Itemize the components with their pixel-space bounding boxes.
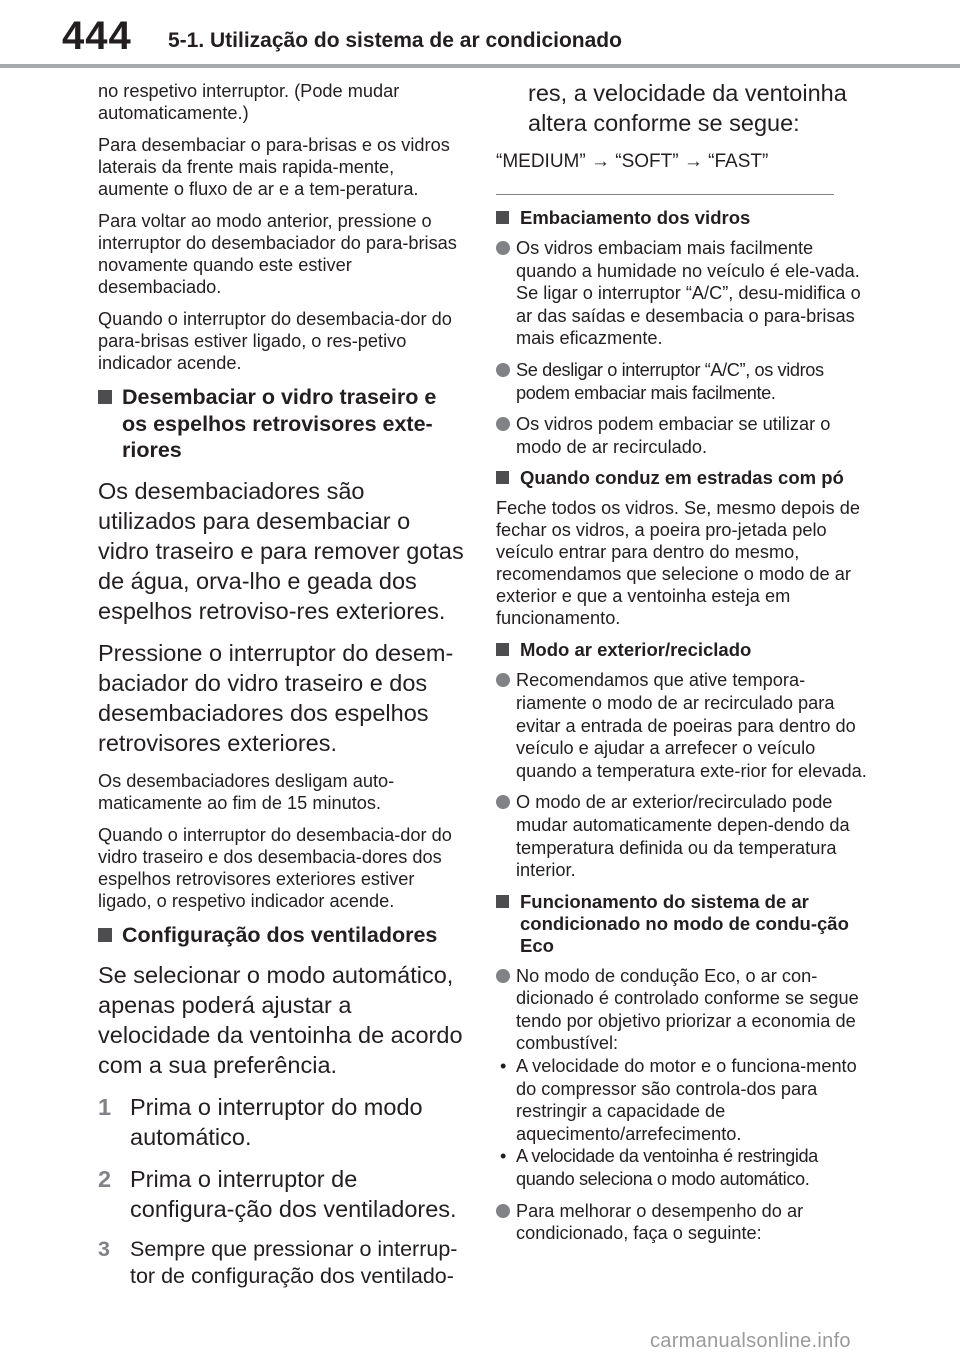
- paragraph: no respetivo interruptor. (Pode mudar automaticamente.): [98, 81, 400, 123]
- sub-list-item: [496, 1145, 870, 1190]
- step-3-continued: res, a velocidade da ventoinha altera conforme se segue:: [528, 80, 847, 136]
- list-item-text: Se desligar o interruptor “A/C”, os vidros podem embaciar mais facilmente.: [516, 359, 824, 403]
- step-1: [98, 1092, 464, 1152]
- list-item-text: Para melhorar o desempenho do ar condicionado, faça o seguinte:: [516, 1200, 804, 1244]
- circle-bullet-icon: [496, 241, 510, 255]
- paragraph: Para desembaciar o para-brisas e os vidros laterais da frente mais rapida-mente, aumente o fluxo de ar e a tem-peratura.: [98, 135, 450, 199]
- circle-bullet-icon: [496, 795, 510, 809]
- list-item: [496, 791, 870, 881]
- square-bullet-icon: [98, 928, 112, 942]
- right-column: [496, 78, 870, 1254]
- bullet-dot-icon: •: [500, 1056, 507, 1077]
- square-bullet-icon: [496, 895, 509, 908]
- page-header: [0, 0, 960, 66]
- circle-bullet-icon: [496, 673, 510, 687]
- circle-bullet-icon: [496, 969, 510, 983]
- paragraph: Os desembaciadores desligam auto-maticamente ao fim de 15 minutos.: [98, 770, 395, 813]
- square-bullet-icon: [496, 471, 509, 484]
- list-item: [496, 669, 870, 782]
- heading-text: Modo ar exterior/reciclado: [520, 639, 752, 661]
- list-item-text: Os vidros embaciam mais facilmente quando a humidade no veículo é ele-vada. Se ligar o interruptor “A/C”, desu-midifica o ar das saídas e desembacia o para-brisas mais eficazmente.: [516, 238, 861, 349]
- square-bullet-icon: [98, 390, 112, 404]
- circle-bullet-icon: [496, 417, 510, 431]
- paragraph: Feche todos os vidros. Se, mesmo depois de fechar os vidros, a poeira pro-jetada pelo veículo entrar para dentro do mesmo, recomendamos que selecione o modo de ar exterior e que a ventoinha esteja em funcionamento.: [496, 498, 860, 629]
- paragraph: Para voltar ao modo anterior, pressione o interruptor do desembaciador do para-brisas novamente quando este estiver desembaciado.: [98, 211, 457, 297]
- step-number: 2: [98, 1166, 112, 1192]
- step-text: Prima o interruptor de configura-ção dos ventiladores.: [130, 1166, 457, 1222]
- list-item-text: Recomendamos que ative tempora-riamente o modo de ar recirculado para evitar a entrada de poeiras para dentro do veículo e ajudar a arrefecer o veículo quando a temperatura exte-rior for elevada.: [516, 670, 867, 781]
- section-heading: [496, 207, 870, 229]
- step-2: [98, 1164, 464, 1224]
- step-number: 3: [98, 1237, 110, 1261]
- header-divider: [0, 64, 960, 68]
- circle-bullet-icon: [496, 363, 510, 377]
- circle-bullet-icon: [496, 1204, 510, 1218]
- paragraph: Se selecionar o modo automático, apenas poderá ajustar a velocidade da ventoinha de acordo com a sua preferência.: [98, 962, 463, 1078]
- bullet-dot-icon: •: [500, 1146, 506, 1167]
- paragraph: Quando o interruptor do desembacia-dor do vidro traseiro e dos desembacia-dores dos espelhos retrovisores exteriores estiver ligado, o respetivo indicador acende.: [98, 824, 452, 911]
- step-text: Prima o interruptor do modo automático.: [130, 1094, 423, 1150]
- section-heading: [496, 467, 870, 489]
- section-divider: [496, 194, 834, 195]
- heading-text: Funcionamento do sistema de ar condicionado no modo de condu-ção Eco: [520, 890, 849, 956]
- sub-list-item-text: A velocidade do motor e o funciona-mento do compressor são controla-dos para restringir a capacidade de aquecimento/arrefecimento.: [516, 1056, 857, 1144]
- list-item-text: O modo de ar exterior/recirculado pode mudar automaticamente depen-dendo da temperatura definida ou da temperatura interior.: [516, 792, 850, 881]
- square-bullet-icon: [496, 211, 509, 224]
- sub-list-item-text: A velocidade da ventoinha é restringida quando seleciona o modo automático.: [516, 1146, 818, 1190]
- list-item: [496, 359, 870, 404]
- paragraph: Os desembaciadores são utilizados para desembaciar o vidro traseiro e para remover gotas de água, orva-lho e geada dos espelhos retroviso-res exteriores.: [98, 477, 464, 624]
- section-heading: [496, 891, 870, 957]
- list-item-text: Os vidros podem embaciar se utilizar o modo de ar recirculado.: [516, 414, 831, 457]
- section-heading: [496, 639, 870, 661]
- sub-list-item: [496, 1055, 870, 1145]
- left-column: [98, 80, 464, 1302]
- square-bullet-icon: [496, 643, 509, 656]
- paragraph: Quando o interruptor do desembacia-dor do para-brisas estiver ligado, o res-petivo indicador acende.: [98, 309, 452, 373]
- watermark: carmanualsonline.info: [650, 1330, 851, 1352]
- step-3: [98, 1236, 464, 1290]
- heading-text: Quando conduz em estradas com pó: [520, 467, 844, 489]
- page-number: 444: [62, 14, 132, 58]
- step-text: Sempre que pressionar o interrup-tor de configuração dos ventilado-: [130, 1237, 458, 1288]
- step-number: 1: [98, 1094, 112, 1120]
- fan-sequence: “MEDIUM” → “SOFT” → “FAST”: [496, 151, 769, 172]
- list-item: [496, 1200, 870, 1245]
- section-title: 5-1. Utilização do sistema de ar condicionado: [168, 29, 622, 52]
- list-item: [496, 237, 870, 350]
- heading-text: Embaciamento dos vidros: [520, 207, 751, 228]
- heading-text: Desembaciar o vidro traseiro e os espelhos retrovisores exte-riores: [122, 385, 437, 462]
- list-item-text: No modo de condução Eco, o ar con-dicionado é controlado conforme se segue tendo por objetivo priorizar a economia de combustível:: [516, 965, 859, 1054]
- section-heading: [98, 922, 464, 949]
- list-item: [496, 965, 870, 1055]
- paragraph: Pressione o interruptor do desem-baciador do vidro traseiro e dos desembaciadores dos espelhos retrovisores exteriores.: [98, 639, 454, 756]
- heading-text: Configuração dos ventiladores: [122, 922, 438, 947]
- list-item: [496, 413, 870, 458]
- section-heading: [98, 384, 464, 464]
